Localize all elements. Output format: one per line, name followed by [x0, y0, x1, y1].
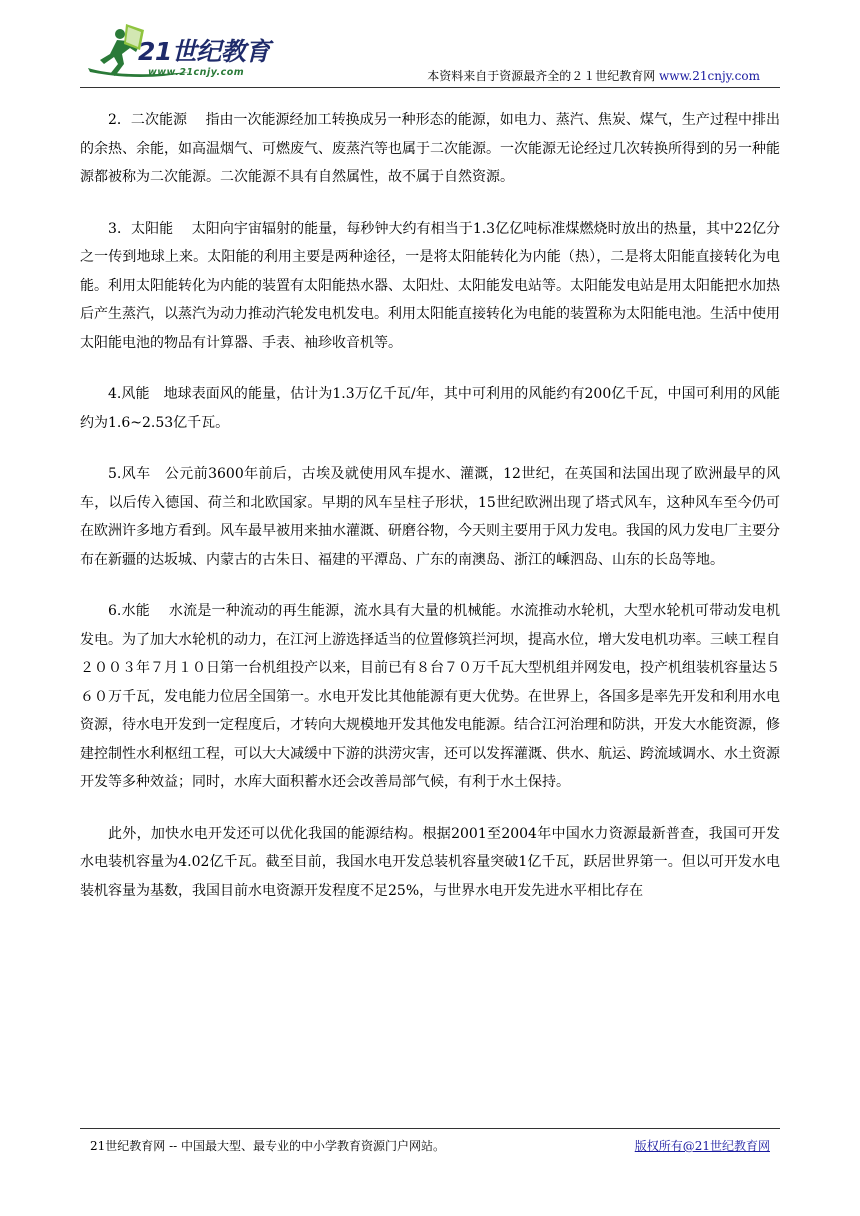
paragraph-windmill: 5.风车 公元前3600年前后，古埃及就使用风车提水、灌溉，12世纪，在英国和法国出现了欧洲最早的风车，以后传入德国、荷兰和北欧国家。早期的风车呈柱子形状，15世纪欧洲出现了塔式风车，这种风车至今仍可在欧洲许多地方看到。风车最早被用来抽水灌溉、研磨谷物，今天则主要用于风力发电。我国的风力发电厂主要分布在新疆的达坂城、内蒙古的古朱日、福建的平潭岛、广东的南澳岛、浙江的嵊泗岛、山东的长岛等地。: [80, 466, 780, 568]
header-site-link[interactable]: www.21cnjy.com: [659, 69, 760, 83]
logo-url: www.21cnjy.com: [148, 67, 245, 78]
footer-divider: [80, 1128, 780, 1129]
header-divider: [80, 87, 780, 88]
header-note-text: 本资料来自于资源最齐全的２１世纪教育网: [427, 69, 656, 83]
paragraph-solar-energy: 3．太阳能 太阳向宇宙辐射的能量，每秒钟大约有相当于1.3亿亿吨标准煤燃烧时放出的热量，其中22亿分之一传到地球上来。太阳能的利用主要是两种途径，一是将太阳能转化为内能（热），二是将太阳能直接转化为电能。利用太阳能转化为内能的装置有太阳能热水器、太阳灶、太阳能发电站等。太阳能发电站是用太阳能把水加热后产生蒸汽，以蒸汽为动力推动汽轮发电机发电。利用太阳能直接转化为电能的装置称为太阳能电池。生活中使用太阳能电池的物品有计算器、手表、袖珍收音机等。: [80, 220, 780, 351]
document-body: [80, 106, 780, 928]
site-logo[interactable]: [80, 20, 280, 84]
footer-copyright-link[interactable]: 版权所有@21世纪教育网: [634, 1139, 770, 1153]
paragraph-wind-energy: 4.风能 地球表面风的能量，估计为1.3万亿千瓦/年，其中可利用的风能约有200亿千瓦，中国可利用的风能约为1.6~2.53亿千瓦。: [80, 386, 780, 431]
paragraph-hydro-energy: 6.水能 水流是一种流动的再生能源，流水具有大量的机械能。水流推动水轮机，大型水轮机可带动发电机发电。为了加大水轮机的动力，在江河上游选择适当的位置修筑拦河坝，提高水位，增大发电机功率。三峡工程自２００３年７月１０日第一台机组投产以来，目前已有８台７０万千瓦大型机组并网发电，投产机组装机容量达５６０万千瓦，发电能力位居全国第一。水电开发比其他能源有更大优势。在世界上，各国多是率先开发和利用水电资源，待水电开发到一定程度后，才转向大规模地开发其他发电能源。结合江河治理和防洪，开发大水能资源，修建控制性水利枢纽工程，可以大大减缓中下游的洪涝灾害，还可以发挥灌溉、供水、航运、跨流域调水、水土资源开发等多种效益；同时，水库大面积蓄水还会改善局部气候，有利于水土保持。: [80, 603, 780, 790]
header-source-note: [427, 67, 760, 84]
footer-site-description: 21世纪教育网 -- 中国最大型、最专业的中小学教育资源门户网站。: [90, 1139, 446, 1153]
logo-wordmark: 21世纪教育: [138, 37, 270, 66]
paragraph-secondary-energy: 2．二次能源 指由一次能源经加工转换成另一种形态的能源，如电力、蒸汽、焦炭、煤气，生产过程中排出的余热、余能，如高温烟气、可燃废气、废蒸汽等也属于二次能源。一次能源无论经过几次转换所得到的另一种能源都被称为二次能源。二次能源不具有自然属性，故不属于自然资源。: [80, 112, 780, 185]
page-header: [80, 20, 780, 86]
paragraph-hydro-structure: 此外，加快水电开发还可以优化我国的能源结构。根据2001至2004年中国水力资源最新普查，我国可开发水电装机容量为4.02亿千瓦。截至目前，我国水电开发总装机容量突破1亿千瓦，跃居世界第一。但以可开发水电装机容量为基数，我国目前水电资源开发程度不足25%，与世界水电开发先进水平相比存在: [80, 825, 780, 899]
